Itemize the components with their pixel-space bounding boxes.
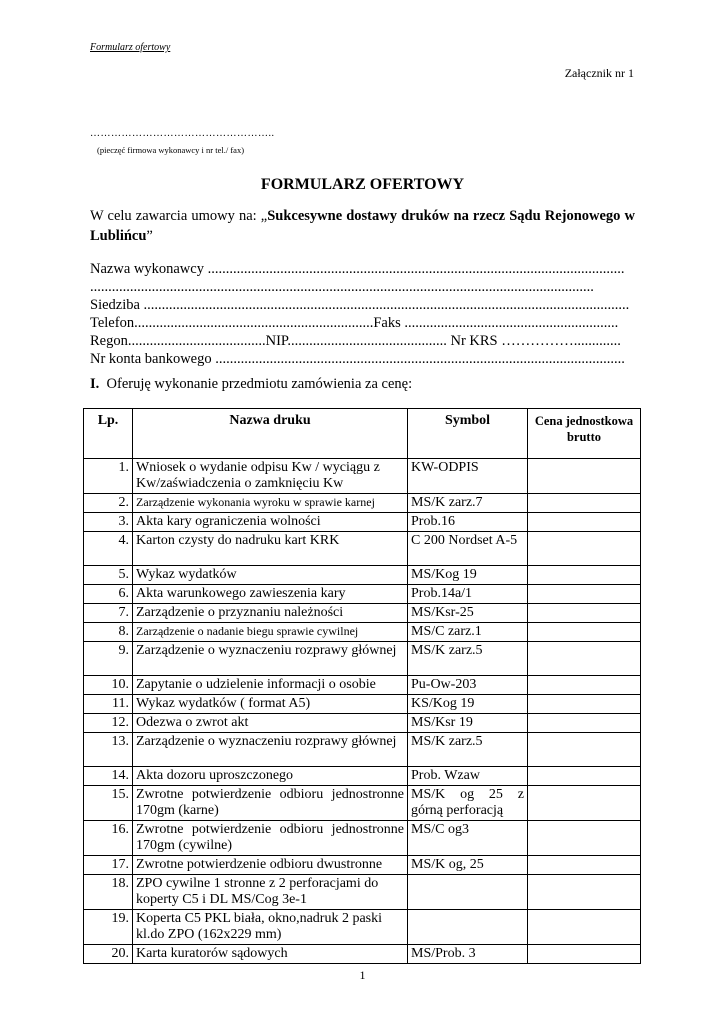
row-name: Zwrotne potwierdzenie odbioru jednostronne 170gm (cywilne) <box>133 821 408 856</box>
row-name: Odezwa o zwrot akt <box>133 714 408 733</box>
row-name: Zarządzenie o przyznaniu należności <box>133 604 408 623</box>
row-price-input[interactable] <box>528 821 641 856</box>
section-number: I. <box>90 376 100 392</box>
row-symbol: C 200 Nordset A-5 <box>408 532 528 566</box>
row-symbol: Prob.16 <box>408 513 528 532</box>
row-price-input[interactable] <box>528 767 641 786</box>
table-row <box>84 786 641 821</box>
row-symbol: MS/Prob. 3 <box>408 945 528 964</box>
price-table <box>83 408 641 964</box>
row-price-input[interactable] <box>528 714 641 733</box>
row-symbol: MS/K zarz.7 <box>408 494 528 513</box>
phone-fax-field[interactable]: Telefon..................................................................Faks ........................................................... <box>90 315 619 331</box>
table-row <box>84 494 641 513</box>
row-lp: 16. <box>84 821 133 856</box>
row-price-input[interactable] <box>528 875 641 910</box>
row-name: Akta kary ograniczenia wolności <box>133 513 408 532</box>
row-lp: 20. <box>84 945 133 964</box>
row-lp: 4. <box>84 532 133 566</box>
row-name: ZPO cywilne 1 stronne z 2 perforacjami do koperty C5 i DL MS/Cog 3e-1 <box>133 875 408 910</box>
table-row <box>84 821 641 856</box>
seat-field[interactable]: Siedziba ...................................................................................................................................... <box>90 297 630 313</box>
row-price-input[interactable] <box>528 585 641 604</box>
table-row <box>84 566 641 585</box>
row-price-input[interactable] <box>528 733 641 767</box>
table-body <box>84 459 641 964</box>
row-symbol: MS/Ksr 19 <box>408 714 528 733</box>
row-price-input[interactable] <box>528 786 641 821</box>
row-name: Akta warunkowego zawieszenia kary <box>133 585 408 604</box>
col-header-lp: Lp. <box>84 409 133 459</box>
contractor-name-field[interactable]: Nazwa wykonawcy ................................................................................................................... <box>90 261 625 277</box>
header-doc-name: Formularz ofertowy <box>90 42 171 53</box>
row-name: Akta dozoru uproszczonego <box>133 767 408 786</box>
row-lp: 18. <box>84 875 133 910</box>
row-name: Zarządzenie wykonania wyroku w sprawie karnej <box>133 494 408 513</box>
purpose-subject: Sukcesywne dostawy druków na rzecz Sądu Rejonowego w Lublińcu <box>90 208 636 244</box>
row-name: Zarządzenie o wyznaczeniu rozprawy głównej <box>133 733 408 767</box>
table-row <box>84 676 641 695</box>
row-lp: 14. <box>84 767 133 786</box>
table-row <box>84 767 641 786</box>
table-row <box>84 513 641 532</box>
row-name: Zwrotne potwierdzenie odbioru dwustronne <box>133 856 408 875</box>
row-lp: 15. <box>84 786 133 821</box>
attachment-label: Załącznik nr 1 <box>564 66 634 80</box>
table-row <box>84 623 641 642</box>
row-name: Koperta C5 PKL biała, okno,nadruk 2 paski kl.do ZPO (162x229 mm) <box>133 910 408 945</box>
row-name: Wykaz wydatków <box>133 566 408 585</box>
row-price-input[interactable] <box>528 676 641 695</box>
row-price-input[interactable] <box>528 910 641 945</box>
table-row <box>84 604 641 623</box>
section-text: Oferuję wykonanie przedmiotu zamówienia za cenę: <box>106 376 413 392</box>
row-price-input[interactable] <box>528 945 641 964</box>
page-number: 1 <box>359 968 366 982</box>
table-row <box>84 945 641 964</box>
row-name: Zapytanie o udzielenie informacji o osobie <box>133 676 408 695</box>
row-lp: 3. <box>84 513 133 532</box>
row-symbol <box>408 875 528 910</box>
row-price-input[interactable] <box>528 494 641 513</box>
row-name: Karton czysty do nadruku kart KRK <box>133 532 408 566</box>
row-name: Zarządzenie o wyznaczeniu rozprawy głównej <box>133 642 408 676</box>
row-lp: 5. <box>84 566 133 585</box>
row-price-input[interactable] <box>528 623 641 642</box>
row-lp: 7. <box>84 604 133 623</box>
table-row <box>84 642 641 676</box>
row-price-input[interactable] <box>528 459 641 494</box>
section-heading <box>90 376 412 393</box>
row-price-input[interactable] <box>528 604 641 623</box>
row-name: Karta kuratorów sądowych <box>133 945 408 964</box>
row-symbol: KW-ODPIS <box>408 459 528 494</box>
row-lp: 6. <box>84 585 133 604</box>
stamp-caption: (pieczęć firmowa wykonawcy i nr tel./ fax) <box>97 145 245 155</box>
row-name: Zwrotne potwierdzenie odbioru jednostronne 170gm (karne) <box>133 786 408 821</box>
table-row <box>84 695 641 714</box>
row-name: Wniosek o wydanie odpisu Kw / wyciągu z Kw/zaświadczenia o zamknięciu Kw <box>133 459 408 494</box>
page-title: FORMULARZ OFERTOWY <box>260 176 465 193</box>
stamp-placeholder-line: …………………………………………….. <box>90 128 275 139</box>
row-price-input[interactable] <box>528 513 641 532</box>
row-symbol: Prob.14a/1 <box>408 585 528 604</box>
table-row <box>84 733 641 767</box>
row-symbol: MS/K og, 25 <box>408 856 528 875</box>
row-price-input[interactable] <box>528 695 641 714</box>
row-price-input[interactable] <box>528 642 641 676</box>
purpose-suffix: ” <box>146 228 153 244</box>
row-lp: 12. <box>84 714 133 733</box>
col-header-name: Nazwa druku <box>133 409 408 459</box>
row-lp: 17. <box>84 856 133 875</box>
col-header-symbol: Symbol <box>408 409 528 459</box>
table-row <box>84 714 641 733</box>
row-lp: 1. <box>84 459 133 494</box>
table-row <box>84 459 641 494</box>
row-lp: 8. <box>84 623 133 642</box>
row-lp: 2. <box>84 494 133 513</box>
table-row <box>84 910 641 945</box>
row-symbol: Prob. Wzaw <box>408 767 528 786</box>
row-lp: 13. <box>84 733 133 767</box>
row-name: Wykaz wydatków ( format A5) <box>133 695 408 714</box>
row-symbol: MS/Ksr-25 <box>408 604 528 623</box>
row-lp: 11. <box>84 695 133 714</box>
row-symbol: MS/Kog 19 <box>408 566 528 585</box>
table-row <box>84 875 641 910</box>
row-price-input[interactable] <box>528 566 641 585</box>
row-symbol: KS/Kog 19 <box>408 695 528 714</box>
row-lp: 9. <box>84 642 133 676</box>
table-row <box>84 585 641 604</box>
col-header-price: Cena jednostkowa brutto <box>528 409 641 459</box>
row-symbol: MS/K zarz.5 <box>408 733 528 767</box>
row-symbol: MS/C og3 <box>408 821 528 856</box>
row-lp: 10. <box>84 676 133 695</box>
row-symbol <box>408 910 528 945</box>
row-symbol: MS/C zarz.1 <box>408 623 528 642</box>
table-row <box>84 856 641 875</box>
row-symbol: MS/K og 25 z górną perforacją <box>408 786 528 821</box>
row-price-input[interactable] <box>528 532 641 566</box>
row-lp: 19. <box>84 910 133 945</box>
contractor-name-continuation[interactable]: ........................................................................................................................................... <box>90 279 594 295</box>
regon-nip-krs-field[interactable]: Regon......................................NIP............................................ Nr KRS ……………............. <box>90 333 621 349</box>
row-name: Zarządzenie o nadanie biegu sprawie cywilnej <box>133 623 408 642</box>
row-price-input[interactable] <box>528 856 641 875</box>
bank-account-field[interactable]: Nr konta bankowego ................................................................................................................. <box>90 351 625 367</box>
purpose-prefix: W celu zawarcia umowy na: „ <box>90 208 268 224</box>
row-symbol: MS/K zarz.5 <box>408 642 528 676</box>
purpose-statement <box>90 206 635 246</box>
row-symbol: Pu-Ow-203 <box>408 676 528 695</box>
table-row <box>84 532 641 566</box>
